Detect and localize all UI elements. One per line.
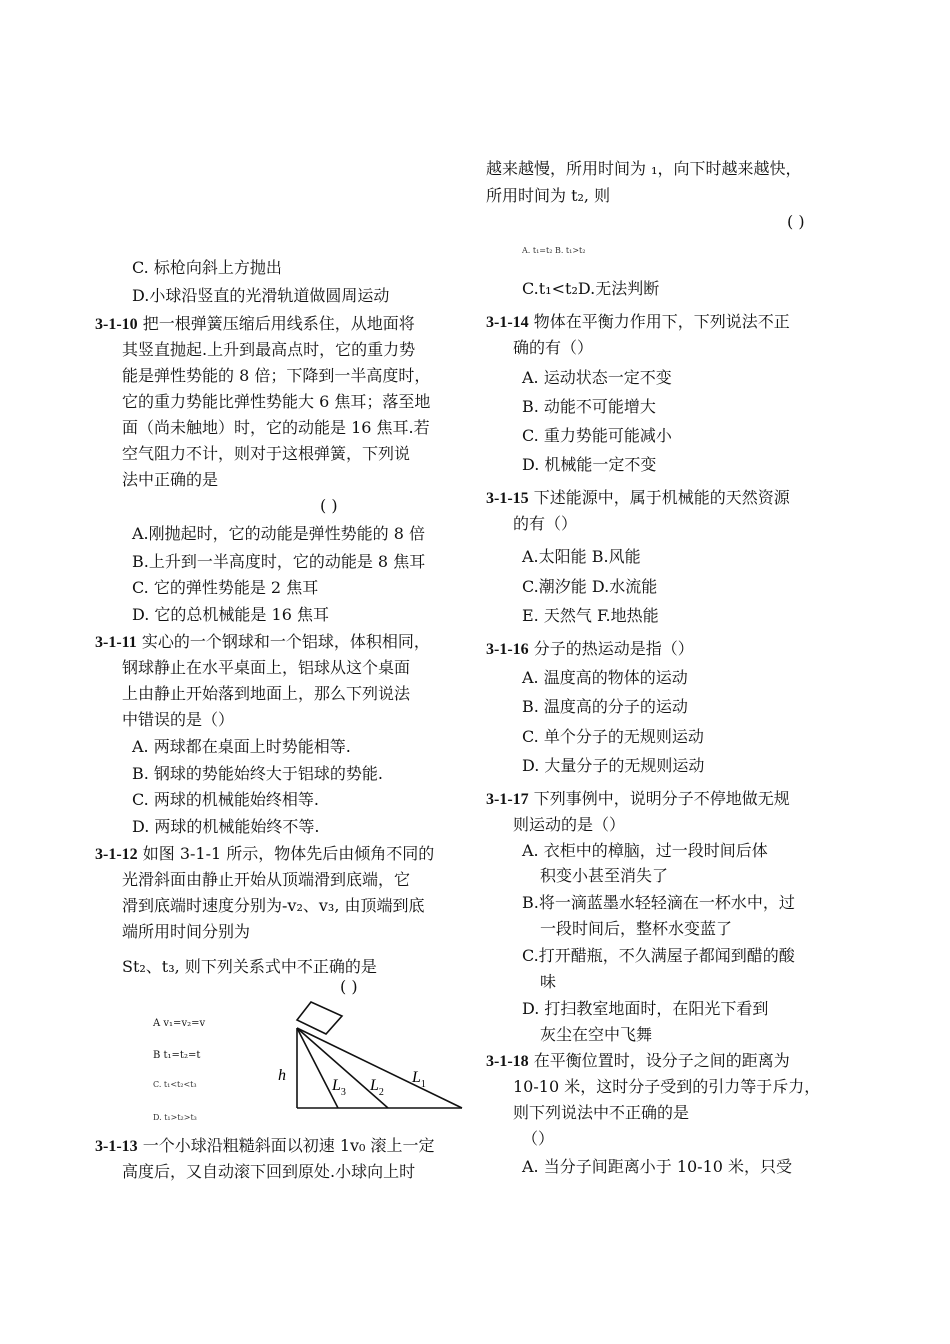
question-text-line: 物体在平衡力作用下，下列说法不正 (533, 312, 790, 331)
question-text-line: St₂、t₃, 则下列关系式中不正确的是 (122, 957, 377, 976)
question-text-line: 空气阻力不计，则对于这根弹簧，下列说 (122, 444, 411, 463)
option-ab: A.太阳能 B.风能 (522, 547, 641, 566)
question-3-1-12 (95, 844, 434, 865)
question-text-line: 它的重力势能比弹性势能大 6 焦耳；落至地 (122, 392, 431, 411)
question-number: 3-1-15 (486, 490, 529, 507)
question-text-line: 10-10 米，这时分子受到的引力等于斥力， (513, 1077, 821, 1096)
option-c: C. 它的弹性势能是 2 焦耳 (132, 578, 319, 597)
option-a: A. 运动状态一定不变 (522, 368, 672, 387)
question-3-1-14 (486, 312, 790, 333)
option-b: B. 温度高的分子的运动 (522, 697, 688, 716)
option-a: A. 当分子间距离小于 10-10 米，只受 (522, 1157, 793, 1176)
question-text-line: 钢球静止在水平桌面上，铝球从这个桌面 (122, 658, 411, 677)
question-text-line: 则运动的是（） (513, 815, 626, 834)
option-a: A v₁=v₂=v (153, 1018, 206, 1029)
question-text-line: 法中正确的是 (122, 470, 219, 489)
option-cd: C.潮汐能 D.水流能 (522, 577, 658, 596)
question-text-line: 上由静止开始落到地面上，那么下列说法 (122, 684, 411, 703)
question-3-1-11 (95, 632, 430, 653)
question-number: 3-1-13 (95, 1138, 138, 1155)
answer-paren: ( ) (340, 977, 358, 996)
option-d-cont: 灰尘在空中飞舞 (540, 1025, 653, 1044)
option-d: D. 机械能一定不变 (522, 455, 657, 474)
question-number: 3-1-16 (486, 641, 529, 658)
label-h: h (278, 1067, 286, 1084)
option-c: C.打开醋瓶，不久满屋子都闻到醋的酸 (522, 946, 795, 965)
question-text-line: 把一根弹簧压缩后用线系住，从地面将 (142, 314, 415, 333)
option-a: A. 温度高的物体的运动 (522, 668, 688, 687)
label-l3: $L_3$ (332, 1077, 346, 1098)
option-d: D. 两球的机械能始终不等. (132, 817, 320, 836)
question-number: 3-1-14 (486, 314, 529, 331)
option-a-cont: 积变小甚至消失了 (540, 866, 669, 885)
question-text-line: 越来越慢，所用时间为 ₁，向下时越来越快， (486, 159, 802, 178)
option-d: D. 它的总机械能是 16 焦耳 (132, 605, 329, 624)
option-ef: E. 天然气 F.地热能 (522, 606, 659, 625)
option-b: B.上升到一半高度时，它的动能是 8 焦耳 (132, 552, 426, 571)
question-text-line: 高度后，又自动滚下回到原处.小球向上时 (122, 1162, 416, 1181)
option-ab: A. t₁=t₂ B. t₁>t₂ (522, 246, 586, 255)
answer-paren: （） (522, 1129, 555, 1148)
question-text-line: 在平衡位置时，设分子之间的距离为 (533, 1051, 790, 1070)
question-text-line: 端所用时间分别为 (122, 922, 251, 941)
question-number: 3-1-11 (95, 634, 137, 651)
question-text-line: 的有（） (513, 514, 578, 533)
option-b: B.将一滴蓝墨水轻轻滴在一杯水中，过 (522, 893, 795, 912)
option-c-prev: C. 标枪向斜上方抛出 (132, 258, 282, 277)
question-3-1-17 (486, 789, 790, 810)
question-number: 3-1-18 (486, 1053, 529, 1070)
question-number: 3-1-12 (95, 846, 138, 863)
question-text-line: 能是弹性势能的 8 倍；下降到一半高度时， (122, 366, 431, 385)
question-text-line: 中错误的是（） (122, 710, 235, 729)
answer-paren: ( ) (320, 496, 338, 515)
question-text-line: 面（尚未触地）时，它的动能是 16 焦耳.若 (122, 418, 430, 437)
option-c-cont: 味 (540, 972, 557, 991)
question-3-1-10 (95, 314, 415, 335)
incline-l3 (297, 1028, 338, 1108)
option-c: C. 重力势能可能减小 (522, 426, 672, 445)
question-text-line: 下述能源中，属于机械能的天然资源 (533, 488, 790, 507)
option-b: B t₁=t₂=t (153, 1050, 201, 1061)
question-text-line: 确的有（） (513, 338, 594, 357)
incline-figure (270, 998, 470, 1113)
option-a: A.刚抛起时，它的动能是弹性势能的 8 倍 (132, 524, 425, 543)
label-l1: $L_1$ (412, 1069, 426, 1090)
option-b: B. 钢球的势能始终大于铝球的势能. (132, 764, 384, 783)
question-3-1-18 (486, 1051, 790, 1072)
block (297, 1002, 342, 1034)
option-b-cont: 一段时间后，整杯水变蓝了 (540, 919, 733, 938)
answer-paren: ( ) (787, 212, 805, 231)
question-3-1-15 (486, 488, 790, 509)
question-text-line: 如图 3-1-1 所示，物体先后由倾角不同的 (142, 844, 435, 863)
option-b: B. 动能不可能增大 (522, 397, 656, 416)
option-d: D. 打扫教室地面时，在阳光下看到 (522, 999, 769, 1018)
question-text-line: 实心的一个钢球和一个铝球，体积相同， (141, 632, 430, 651)
label-l2: $L_2$ (370, 1077, 384, 1098)
question-text-line: 分子的热运动是指（） (533, 639, 694, 658)
question-text-line: 一个小球沿粗糙斜面以初速 1v₀ 滚上一定 (142, 1136, 435, 1155)
question-number: 3-1-17 (486, 791, 529, 808)
question-text-line: 光滑斜面由静止开始从顶端滑到底端，它 (122, 870, 411, 889)
question-text-line: 滑到底端时速度分别为-v₂、v₃, 由顶端到底 (122, 896, 425, 915)
option-c: C. t₁<t₂<t₃ (153, 1080, 197, 1089)
question-text-line: 所用时间为 t₂, 则 (486, 186, 611, 205)
option-c: C. 两球的机械能始终相等. (132, 790, 319, 809)
question-text-line: 下列事例中，说明分子不停地做无规 (533, 789, 790, 808)
option-cd: C.t₁<t₂D.无法判断 (522, 279, 660, 298)
question-text-line: 则下列说法中不正确的是 (513, 1103, 690, 1122)
option-a: A. 两球都在桌面上时势能相等. (132, 737, 351, 756)
option-d: D. t₁>t₂>t₃ (153, 1113, 197, 1122)
option-a: A. 衣柜中的樟脑，过一段时间后体 (522, 841, 768, 860)
option-d-prev: D.小球沿竖直的光滑轨道做圆周运动 (132, 286, 390, 305)
option-c: C. 单个分子的无规则运动 (522, 727, 704, 746)
question-3-1-16 (486, 639, 694, 660)
question-3-1-13 (95, 1136, 435, 1157)
option-d: D. 大量分子的无规则运动 (522, 756, 705, 775)
question-number: 3-1-10 (95, 316, 138, 333)
question-text-line: 其竖直抛起.上升到最高点时，它的重力势 (122, 340, 416, 359)
